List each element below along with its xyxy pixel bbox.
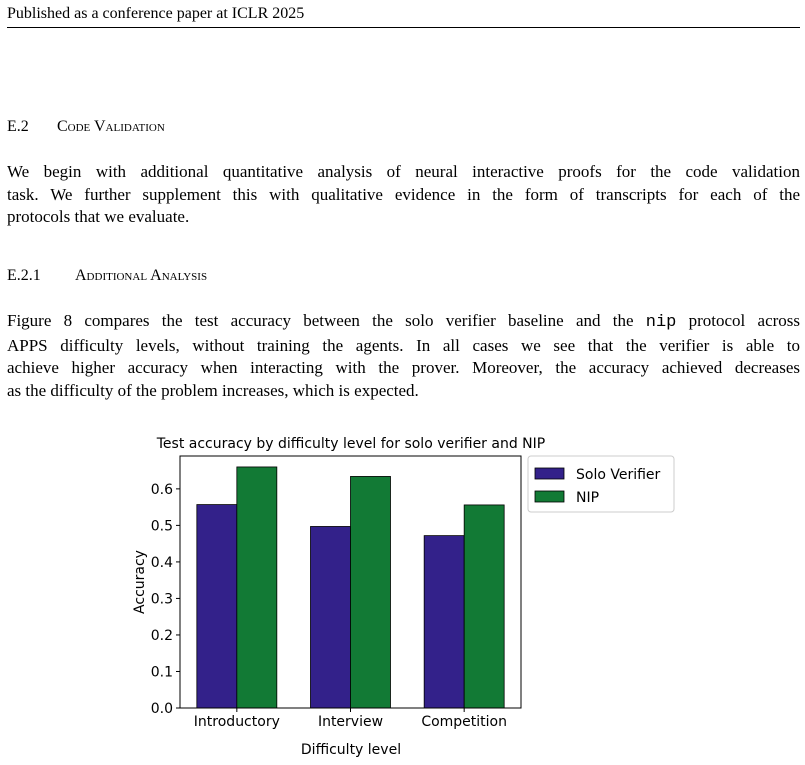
section-heading [7, 117, 165, 137]
legend-frame [528, 456, 674, 512]
x-tick-label: Competition [421, 714, 508, 730]
bar-solo-verifier-introductory [197, 505, 237, 708]
bar-nip-introductory [237, 467, 277, 708]
intro-paragraph [7, 161, 800, 229]
y-axis-label: Accuracy [132, 550, 148, 614]
section-number: E.2 [7, 118, 29, 135]
bar-nip-competition [464, 505, 504, 708]
paragraph-line: We begin with additional quantitative analysis of neural interactive proofs for the code validation [7, 162, 800, 181]
paragraph-text: protocol across [676, 311, 801, 330]
paragraph-text: Figure 8 compares the test accuracy between the solo verifier baseline and the [7, 311, 646, 330]
subsection-title: Additional Analysis [75, 267, 208, 284]
y-axis [151, 482, 180, 717]
x-tick-label: Introductory [193, 714, 280, 730]
y-tick-label: 0.2 [150, 627, 173, 644]
y-tick-label: 0.3 [150, 591, 173, 608]
y-tick-label: 0.0 [150, 701, 173, 717]
x-axis-label: Difficulty level [300, 742, 402, 758]
accuracy-bar-chart [0, 425, 805, 765]
bars-group [197, 467, 504, 708]
chart-title: Test accuracy by difficulty level for solo verifier and NIP [156, 436, 546, 452]
subsection-heading [7, 266, 207, 286]
running-header: Published as a conference paper at ICLR 2025 [7, 4, 800, 28]
paragraph-line: protocols that we evaluate. [7, 207, 190, 227]
section-title: Code Validation [57, 118, 165, 135]
bar-solo-verifier-interview [311, 526, 351, 708]
legend-swatch-solo-verifier [535, 468, 564, 479]
protocol-code: nip [645, 313, 677, 332]
analysis-paragraph [7, 310, 800, 402]
legend-swatch-nip [535, 491, 564, 502]
paragraph-line: task. We further supplement this with qualitative evidence in the form of transcripts for each of the [7, 184, 800, 204]
bar-nip-interview [351, 476, 391, 708]
y-tick-label: 0.6 [150, 481, 173, 498]
y-tick-label: 0.4 [150, 554, 173, 571]
y-tick-label: 0.1 [150, 664, 173, 681]
legend-label-nip: NIP [576, 490, 600, 506]
x-tick-label: Interview [317, 714, 384, 730]
subsection-number: E.2.1 [7, 267, 41, 284]
y-tick-label: 0.5 [150, 518, 173, 535]
x-axis [194, 708, 507, 730]
paragraph-line [7, 310, 800, 335]
paragraph-line: APPS difficulty levels, without training the agents. In all cases we see that the verifier is able to [7, 335, 800, 355]
legend-label-solo-verifier: Solo Verifier [576, 467, 661, 483]
paragraph-line: achieve higher accuracy when interacting with the prover. Moreover, the accuracy achieved decreases [7, 358, 800, 378]
paragraph-line: as the difficulty of the problem increases, which is expected. [7, 380, 419, 400]
bar-solo-verifier-competition [424, 536, 464, 708]
legend [528, 456, 674, 512]
